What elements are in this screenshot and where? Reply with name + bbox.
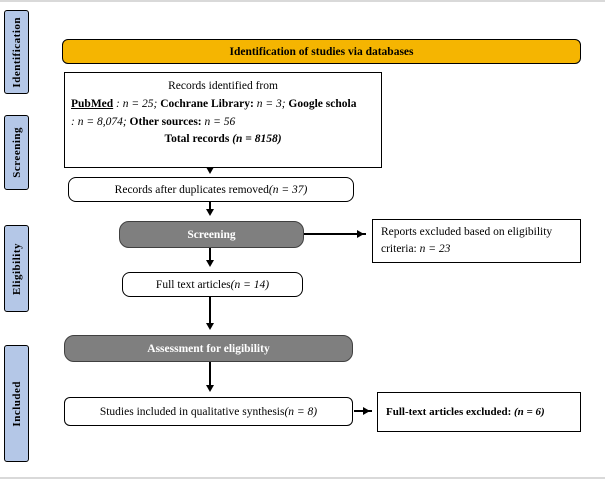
- assessment-label: Assessment for eligibility: [147, 342, 270, 355]
- total-label: Total records: [164, 133, 233, 146]
- other-label: Other sources:: [129, 115, 202, 128]
- stage-included: [4, 345, 29, 462]
- stage-included-label: Included: [10, 380, 23, 427]
- records-line3: [71, 114, 375, 132]
- assessment-eligibility-box: [64, 335, 353, 362]
- screening-label: Screening: [187, 228, 236, 241]
- full-text-n: (n = 14): [230, 278, 270, 291]
- duplicates-removed-box: [68, 177, 354, 202]
- studies-included-box: [64, 397, 353, 426]
- pubmed-label: PubMed: [71, 97, 114, 110]
- banner-identification-via-databases: [62, 39, 581, 64]
- arrow-screening-to-fulltext: [209, 248, 211, 264]
- arrow-records-to-duplicates: [209, 168, 211, 171]
- reports-excluded-n: n = 23: [419, 243, 451, 255]
- arrow-duplicates-to-screening: [209, 202, 211, 213]
- reports-excluded-text: Reports excluded based on eligibility criteria:: [381, 225, 553, 255]
- banner-title: Identification of studies via databases: [229, 45, 414, 58]
- screening-process-box: [119, 221, 304, 248]
- stage-screening: [4, 115, 29, 190]
- stage-identification-label: Identification: [10, 16, 23, 88]
- other-n: n = 56: [201, 115, 236, 128]
- full-text-articles-box: [122, 272, 303, 297]
- arrow-screening-to-reports-excluded: [304, 233, 366, 235]
- duplicates-n: (n = 37): [268, 183, 308, 196]
- studies-included-n: (n = 8): [284, 405, 318, 418]
- records-identified-box: [64, 72, 382, 168]
- full-text-excluded-text: Full-text articles excluded:: [386, 405, 514, 418]
- google-n: : n = 8,074;: [71, 115, 130, 128]
- full-text-excluded-box: [377, 392, 581, 432]
- google-label: Google schola: [288, 97, 357, 110]
- arrow-included-to-excluded: [354, 410, 372, 412]
- arrow-assessment-to-included: [209, 362, 211, 389]
- studies-included-text: Studies included in qualitative synthesis: [99, 405, 285, 418]
- stage-identification: [4, 10, 29, 94]
- records-line2: [71, 96, 375, 114]
- full-text-excluded-n: (n = 6): [514, 405, 545, 418]
- stage-eligibility-label: Eligibility: [10, 242, 23, 295]
- records-line1: Records identified from: [168, 80, 278, 92]
- duplicates-text: Records after duplicates removed: [114, 183, 269, 196]
- total-n: (n = 8158): [232, 133, 282, 146]
- pubmed-n: : n = 25;: [113, 97, 161, 110]
- cochrane-n: n = 3;: [253, 97, 289, 110]
- full-text-text: Full text articles: [155, 278, 231, 291]
- stage-eligibility: [4, 225, 29, 312]
- arrow-fulltext-to-assessment: [209, 297, 211, 327]
- records-total-line: [71, 131, 375, 149]
- stage-screening-label: Screening: [10, 127, 23, 178]
- reports-excluded-box: [372, 219, 581, 263]
- cochrane-label: Cochrane Library:: [160, 97, 254, 110]
